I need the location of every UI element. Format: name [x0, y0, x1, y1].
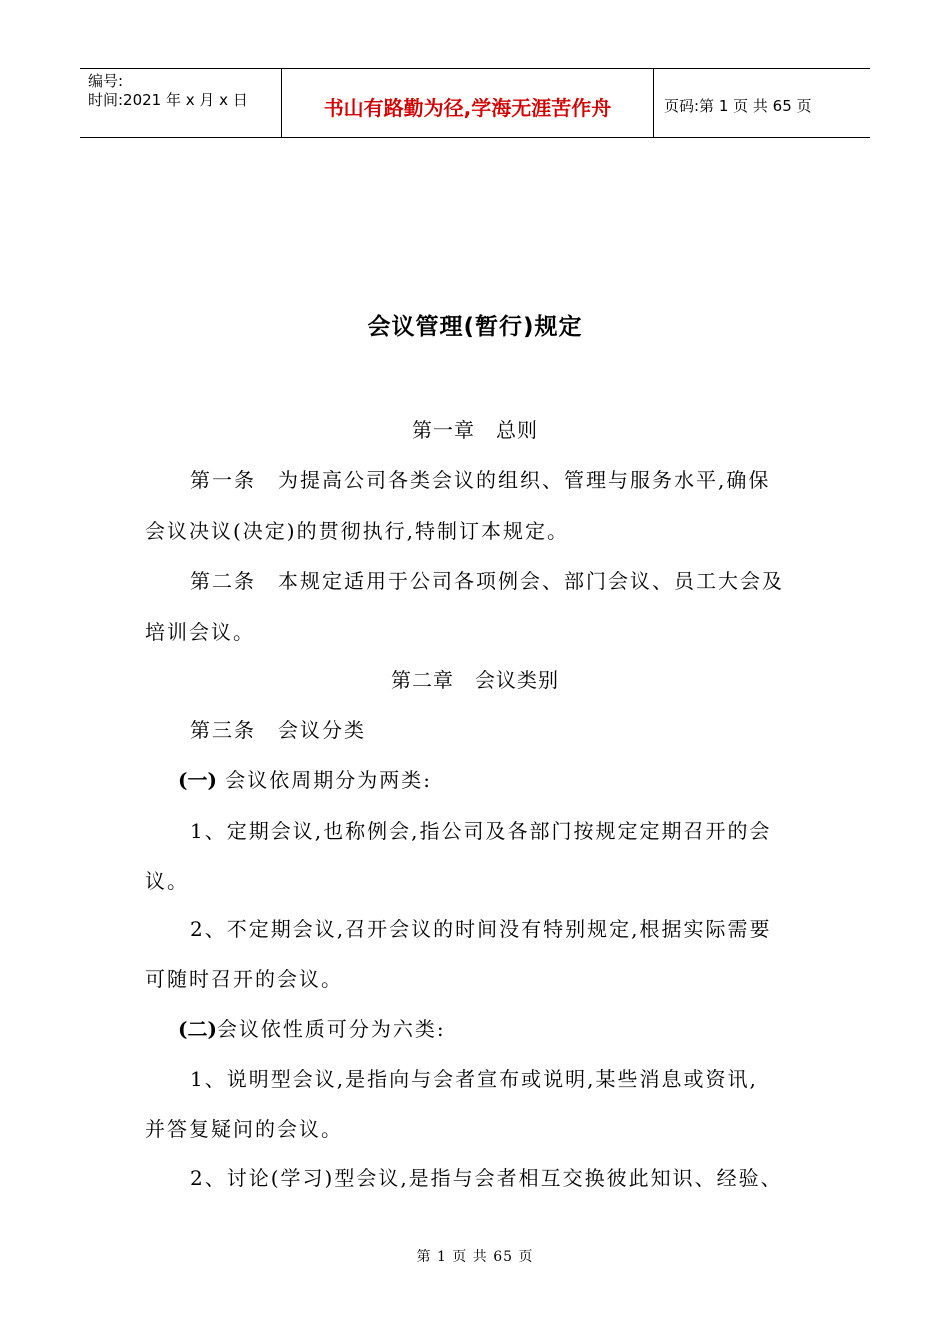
article-1-line-2: 会议决议(决定)的贯彻执行,特制订本规定。 [145, 519, 569, 543]
article-3: 第三条 会议分类 [190, 718, 366, 742]
page-header [80, 68, 870, 138]
document-title: 会议管理(暂行)规定 [367, 314, 583, 340]
section-1-text: 会议依周期分为两类: [216, 768, 433, 792]
article-2-line-1: 第二条 本规定适用于公司各项例会、部门会议、员工大会及 [190, 569, 784, 593]
header-page-info: 页码:第 1 页 共 65 页 [664, 96, 812, 115]
item-3-line-1: 1、说明型会议,是指向与会者宣布或说明,某些消息或资讯, [190, 1067, 758, 1091]
item-2-line-2: 可随时召开的会议。 [145, 967, 343, 991]
header-motto: 书山有路勤为径,学海无涯苦作舟 [282, 69, 654, 137]
article-1-line-1: 第一条 为提高公司各类会议的组织、管理与服务水平,确保 [190, 468, 771, 492]
item-1-line-1: 1、定期会议,也称例会,指公司及各部门按规定定期召开的会 [190, 819, 772, 843]
section-1-heading [178, 764, 432, 793]
chapter-heading-2: 第二章 会议类别 [391, 668, 559, 692]
article-2-line-2: 培训会议。 [145, 620, 255, 644]
item-3-line-2: 并答复疑问的会议。 [145, 1117, 343, 1141]
document-time-label: 时间:2021 年 x 月 x 日 [88, 91, 248, 109]
item-1-line-2: 议。 [145, 869, 189, 893]
header-meta [80, 69, 282, 137]
item-2-line-1: 2、不定期会议,召开会议的时间没有特别规定,根据实际需要 [190, 917, 772, 941]
section-2-text: 会议依性质可分为六类: [216, 1017, 446, 1041]
item-4-line-1: 2、讨论(学习)型会议,是指与会者相互交换彼此知识、经验、 [190, 1166, 783, 1190]
page-footer: 第 1 页 共 65 页 [416, 1249, 534, 1265]
chapter-heading-1: 第一章 总则 [412, 418, 538, 442]
section-2-heading [178, 1013, 446, 1042]
section-2-number: (二) [178, 1017, 217, 1041]
document-number-label: 编号: [88, 72, 124, 90]
section-1-number: (一) [178, 768, 217, 792]
